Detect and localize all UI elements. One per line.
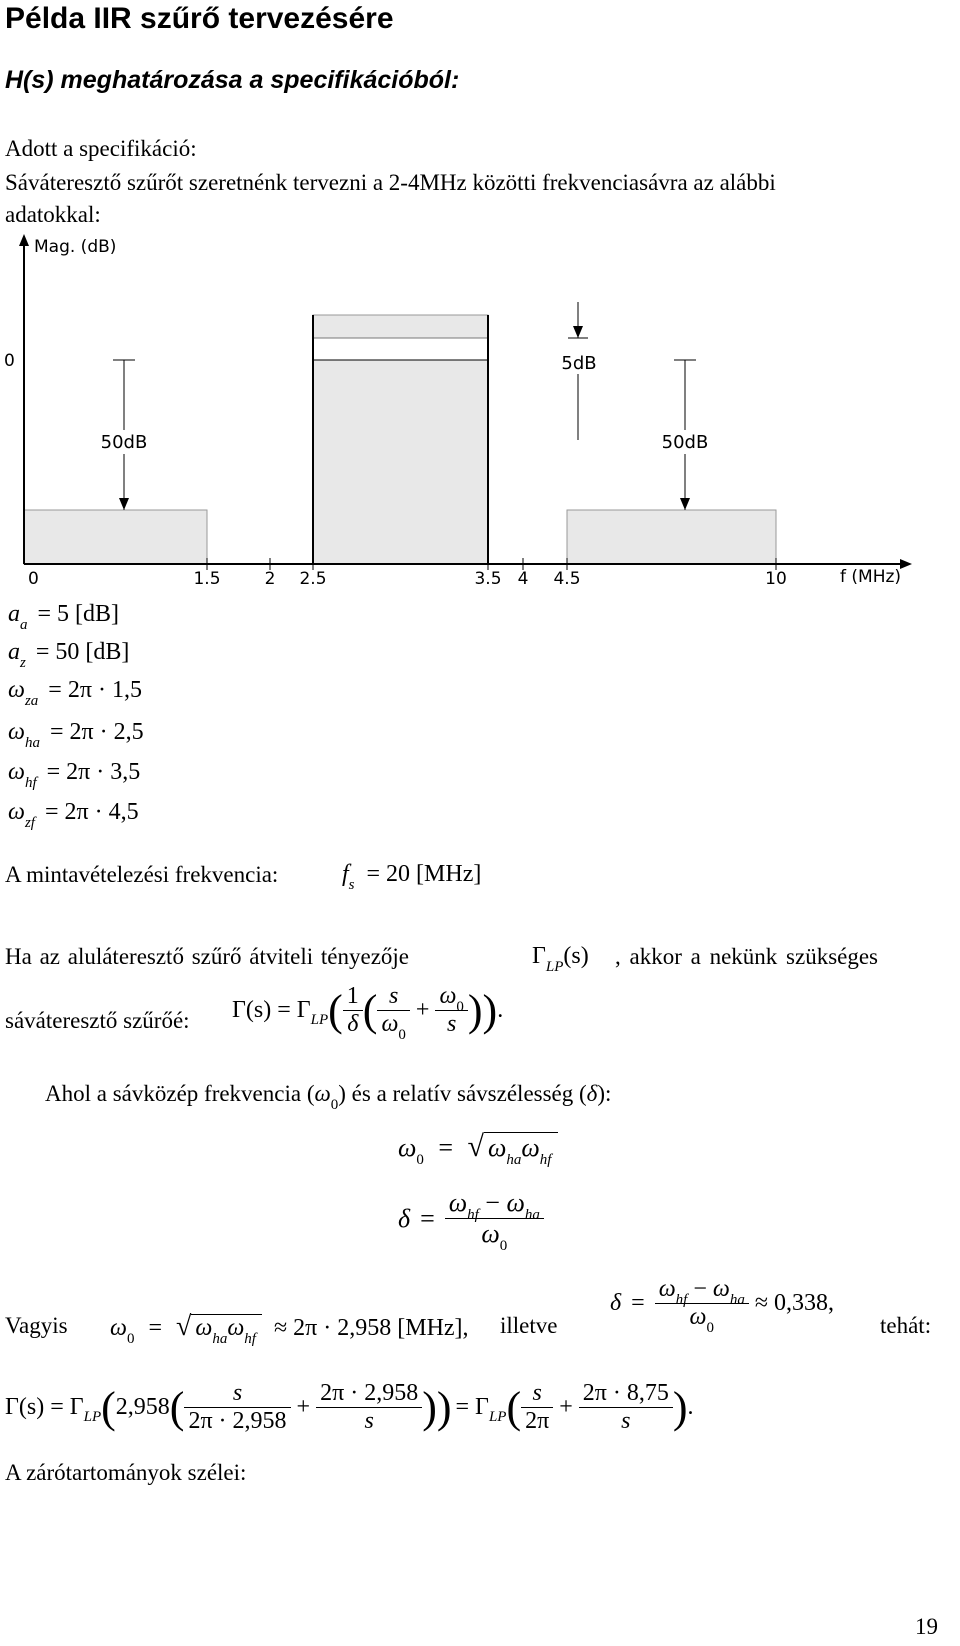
spec-rhs: = 2π · 2,5 [49,719,144,745]
spec-rhs: = 2π · 4,5 [44,799,139,825]
spec-symbol: a [8,601,20,627]
x-tick-label: 0 [28,569,39,589]
annotation-50db-high: 50dB [661,432,709,453]
intro-line-2: Sáváteresztő szűrőt szeretnénk tervezni a 2-4MHz közötti frekvenciasávra az alábbi [5,170,776,195]
annotation-50db-low: 50dB [100,432,148,453]
filter-spec-diagram [0,230,960,610]
spec-rhs: = 2π · 1,5 [48,677,142,703]
x-tick-label: 2 [264,569,276,589]
x-axis-label: f (MHz) [840,567,902,587]
delta-equation: δ = $\frac{\omega_{hf} - \omega_{ha}}{\omega_0}$ [398,1188,544,1249]
y-tick-label: 0 [4,351,15,371]
spec-symbol: ω [8,799,25,825]
x-tick-label: 3.5 [474,569,502,589]
para1-text-b: , akkor a nekünk szükséges [615,944,879,969]
para1-gamma: $\Gamma_{LP}(s)$ [532,943,589,975]
sampling-rhs: = 20 [MHz] [366,861,482,887]
spec-row [8,601,120,633]
x-tick-label: 10 [765,569,787,589]
spec-subscript: ha [24,735,40,751]
spec-rhs: = 5 [dB] [37,601,120,627]
para1-gamma-sub: LP [545,959,564,975]
para3: Ahol a sávközép frekvencia $(\omega_0)$ és a relatív sávszélesség (δ): [45,1081,612,1113]
spec-rhs: = 2π · 3,5 [46,759,141,785]
intro-line-1: Adott a specifikáció: [5,136,197,161]
stopband-low-region [24,510,207,564]
para2-label: sáváteresztő szűrőé: [5,1008,190,1033]
x-tick-label: 4.5 [553,569,581,589]
spec-symbol: ω [8,677,25,703]
spec-row [8,677,142,709]
spec-symbol: ω [8,759,25,785]
stop-edges-label: A zárótartományok szélei: [5,1460,247,1485]
passband-ripple-gap [314,338,487,360]
sampling-label: A mintavételezési frekvencia: [5,862,279,887]
spec-subscript: a [20,617,28,633]
spec-row [8,759,141,791]
section-heading: H(s) meghatározása a specifikációból: [5,66,460,94]
result-illetve: illetve [500,1313,558,1338]
spec-subscript: za [24,693,39,709]
result-delta: δ = $\frac{\omega_{hf} - \omega_{ha}}{\omega_0}$ ≈ 0,338, [610,1276,834,1336]
spec-row [8,639,130,671]
intro-line-3: adatokkal: [5,202,101,227]
x-tick-label: 2.5 [299,569,327,589]
sampling-subscript: s [348,877,355,893]
final-equation: Γ(s) = Γ LP ( 2,958 ( $\frac{s}{2\pi \cdot 2,958}$ + $\frac{2\pi \cdot 2,958}{s}$ )) = Γ LP ( $\frac{s}{2\pi}$ + $\frac{2\pi \cdot 8,75}{s}$ ) . [5,1379,694,1434]
annotation-5db: 5dB [561,353,597,374]
page-title: Példa IIR szűrő tervezésére [5,2,394,35]
y-axis-label: Mag. (dB) [34,237,117,257]
stopband-high-region [567,510,776,564]
bandpass-transform-formula: Γ(s) = Γ LP ( $\frac{1}{\delta}$ ( $\frac{s}{\omega_0}$ + $\frac{\omega_0}{s}$ )) . [232,982,504,1043]
result-tehat: tehát: [880,1313,932,1338]
spec-subscript: z [20,655,26,671]
spec-subscript: hf [24,775,37,791]
spec-row [8,719,144,751]
spec-row [8,799,139,831]
omega0-equation: $\omega_0$ = √ $\omega_{ha}\omega_{hf}$ [398,1130,558,1164]
page-number: 19 [915,1614,938,1639]
para1-arg: (s) [563,943,589,969]
spec-symbol: ω [8,719,25,745]
result-label: Vagyis [5,1313,68,1338]
sampling-value [342,861,482,893]
sampling-symbol: f [342,861,349,887]
x-tick-label: 1.5 [193,569,221,589]
spec-subscript: zf [24,815,35,831]
spec-rhs: = 50 [dB] [35,639,130,665]
spec-symbol: a [8,639,20,665]
x-tick-label: 4 [517,569,529,589]
para1-text-a: Ha az aluláteresztő szűrő átviteli tényezője [5,944,409,969]
result-omega0: $\omega_0$ = √ $\omega_{ha}\omega_{hf} \approx 2\pi \cdot 2,958$ [MHz], [110,1311,469,1347]
